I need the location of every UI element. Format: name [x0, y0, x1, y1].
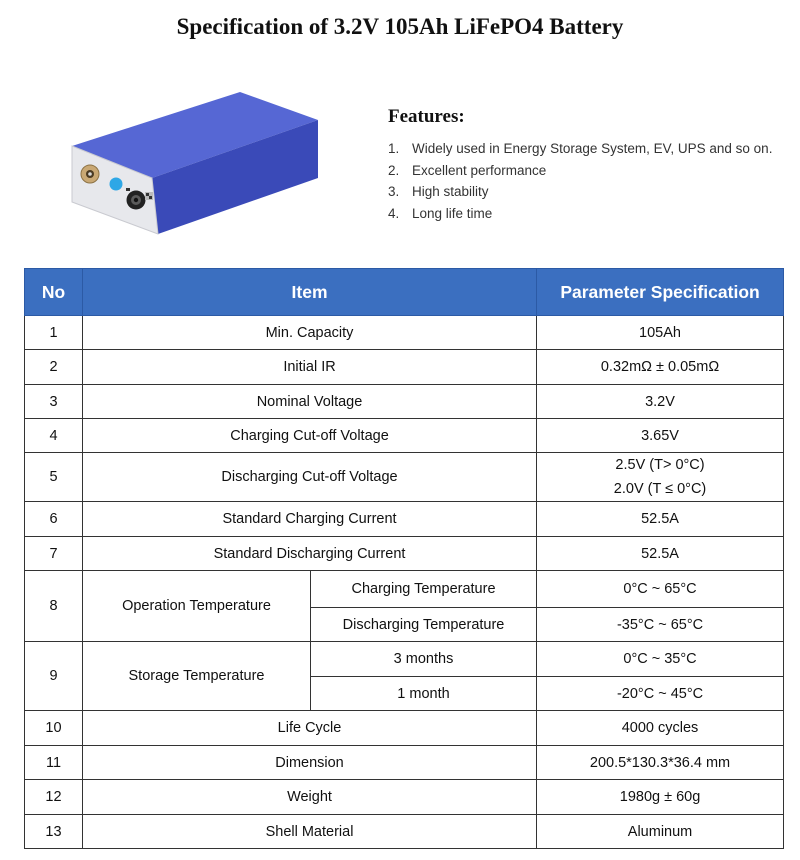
cell-no: 12 [25, 780, 83, 815]
specification-table [24, 268, 784, 849]
header-item: Item [83, 269, 537, 316]
table-row [25, 453, 784, 502]
cell-value: 52.5A [537, 537, 784, 571]
cell-value: 1980g ± 60g [537, 780, 784, 815]
feature-text: Long life time [412, 205, 493, 221]
cell-subitem: Charging Temperature [311, 571, 537, 608]
cell-subitem: 3 months [311, 642, 537, 677]
cell-item: Life Cycle [83, 711, 537, 746]
feature-number: 1. [388, 141, 400, 156]
cell-value: 3.65V [537, 419, 784, 453]
cell-no: 3 [25, 385, 83, 419]
terminal-negative-icon [127, 191, 146, 210]
cell-no: 10 [25, 711, 83, 746]
cell-no: 9 [25, 642, 83, 711]
cell-no: 2 [25, 350, 83, 385]
header-no: No [25, 269, 83, 316]
features-list [388, 138, 788, 224]
cell-no: 4 [25, 419, 83, 453]
cell-value: Aluminum [537, 815, 784, 849]
table-row [25, 746, 784, 780]
cell-no: 13 [25, 815, 83, 849]
features-title: Features: [388, 106, 465, 127]
cell-item: Shell Material [83, 815, 537, 849]
table-row [25, 815, 784, 849]
cell-item: Storage Temperature [83, 642, 311, 711]
table-row [25, 537, 784, 571]
table-row [25, 711, 784, 746]
feature-item [388, 138, 788, 160]
cell-no: 7 [25, 537, 83, 571]
feature-item [388, 160, 788, 182]
feature-number: 2. [388, 162, 400, 178]
table-row [25, 780, 784, 815]
cell-item: Standard Charging Current [83, 502, 537, 537]
cell-item: Initial IR [83, 350, 537, 385]
feature-text: High stability [412, 184, 489, 199]
cell-item: Nominal Voltage [83, 385, 537, 419]
cell-value: 0.32mΩ ± 0.05mΩ [537, 350, 784, 385]
page-title: Specification of 3.2V 105Ah LiFePO4 Battery [176, 14, 624, 39]
cell-value: 105Ah [537, 316, 784, 350]
battery-image [60, 78, 330, 238]
cell-value: 52.5A [537, 502, 784, 537]
cell-item: Standard Discharging Current [83, 537, 537, 571]
feature-number: 3. [388, 184, 400, 199]
cell-no: 11 [25, 746, 83, 780]
cell-no: 1 [25, 316, 83, 350]
cell-value: -20°C ~ 45°C [537, 677, 784, 711]
value-line: 2.5V (T> 0°C) [615, 457, 705, 473]
table-row [25, 385, 784, 419]
table-header-row [25, 269, 784, 316]
cell-item: Charging Cut-off Voltage [83, 419, 537, 453]
terminal-positive-icon [81, 165, 99, 183]
table-row [25, 350, 784, 385]
cell-item: Weight [83, 780, 537, 815]
table-row [25, 419, 784, 453]
cell-no: 6 [25, 502, 83, 537]
cell-value: 0°C ~ 65°C [537, 571, 784, 608]
table-row [25, 502, 784, 537]
cell-value: 4000 cycles [537, 711, 784, 746]
cell-value: 0°C ~ 35°C [537, 642, 784, 677]
cell-value: -35°C ~ 65°C [537, 608, 784, 642]
cell-subitem: Discharging Temperature [311, 608, 537, 642]
table-row [25, 571, 784, 608]
table-row [25, 316, 784, 350]
cell-no: 8 [25, 571, 83, 642]
cell-value: 3.2V [537, 385, 784, 419]
cell-item: Dimension [83, 746, 537, 780]
cell-item: Min. Capacity [83, 316, 537, 350]
cell-value: 200.5*130.3*36.4 mm [537, 746, 784, 780]
cell-item: Operation Temperature [83, 571, 311, 642]
features-section [388, 106, 788, 224]
cell-no: 5 [25, 453, 83, 502]
cell-value [537, 453, 784, 502]
table-row [25, 642, 784, 677]
value-line: 2.0V (T ≤ 0°C) [613, 481, 707, 497]
cell-subitem: 1 month [311, 677, 537, 711]
feature-item [388, 181, 788, 203]
feature-text: Excellent performance [412, 162, 547, 178]
feature-number: 4. [388, 205, 400, 221]
cell-item: Discharging Cut-off Voltage [83, 453, 537, 502]
feature-item [388, 203, 788, 225]
header-parameter: Parameter Specification [537, 269, 784, 316]
feature-text: Widely used in Energy Storage System, EV, UPS and so on. [412, 141, 773, 156]
